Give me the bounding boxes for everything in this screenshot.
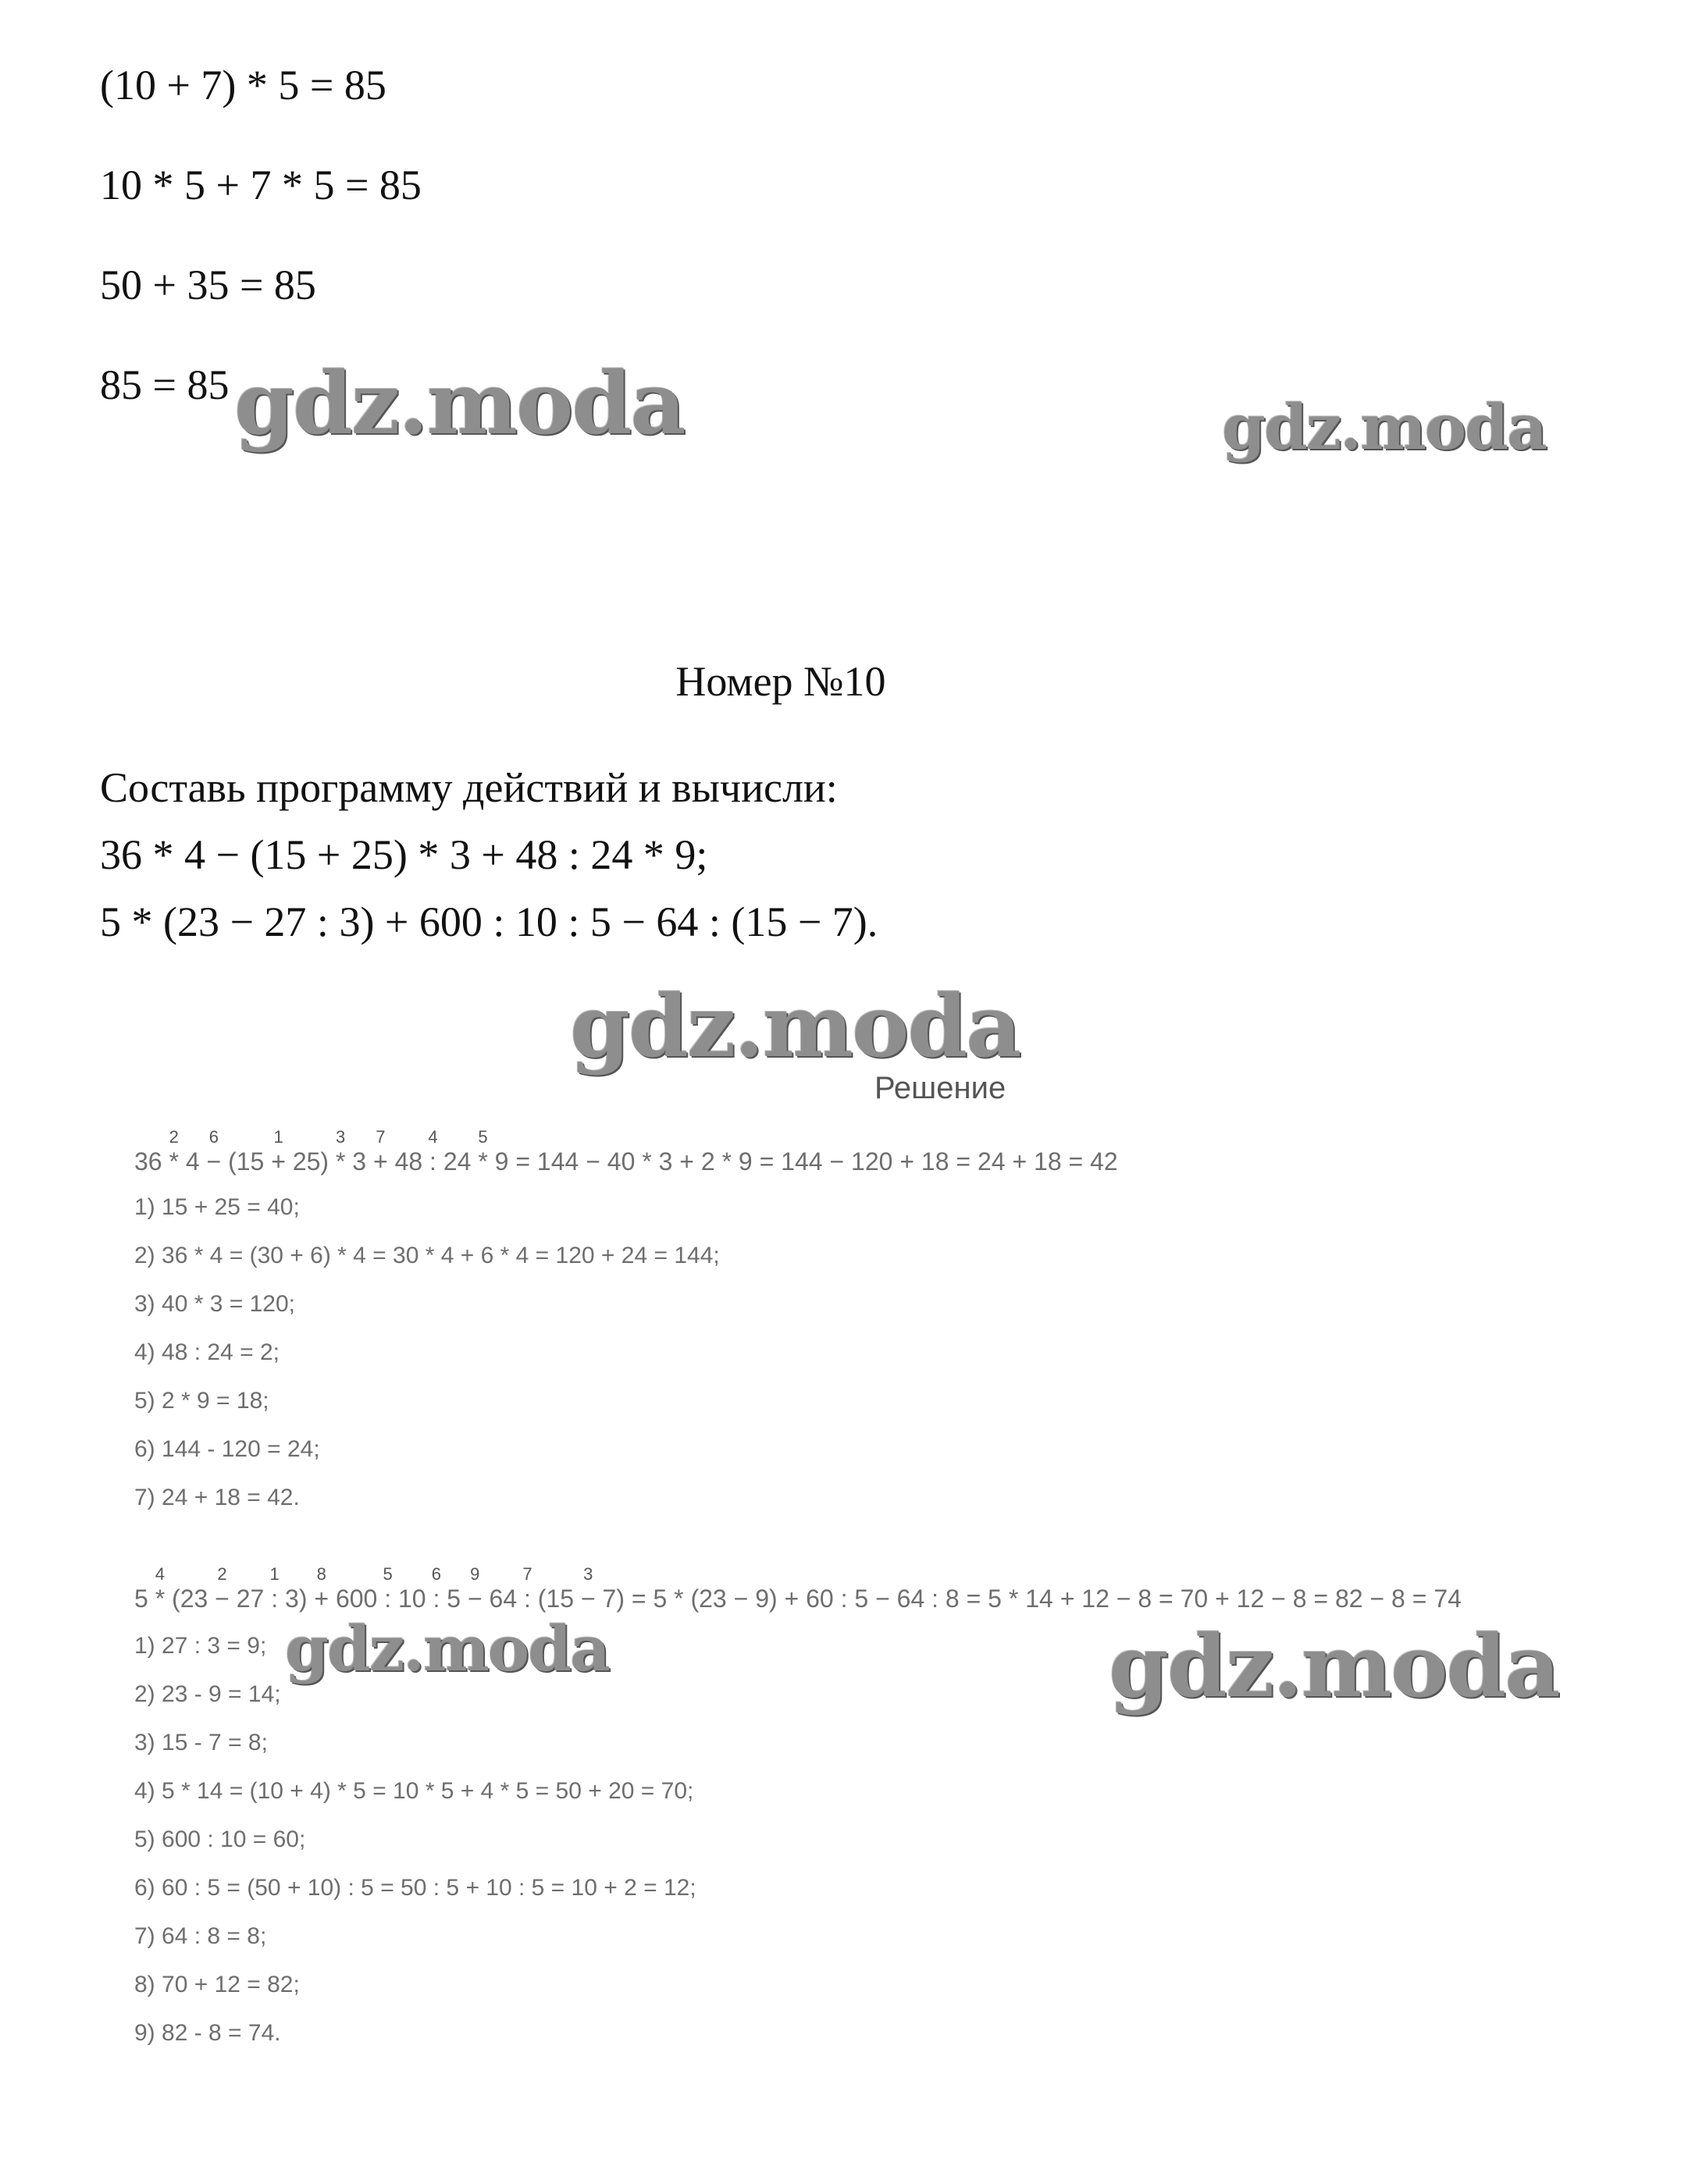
operation-order-number: 8 [316,1564,326,1584]
task-expression-2: 5 * (23 − 27 : 3) + 600 : 10 : 5 − 64 : (15 − 7). [100,898,878,945]
solution-step: 6) 60 : 5 = (50 + 10) : 5 = 50 : 5 + 10 : 5 = 10 + 2 = 12; [134,1875,696,1901]
operation-order-number: 9 [470,1564,480,1584]
expression-text: 5 [134,1585,155,1613]
operation-sign: − 3 [580,1564,596,1613]
operation-sign: : 7 [522,1564,532,1613]
operation-sign: : 4 [428,1127,438,1176]
solution-step: 5) 600 : 10 = 60; [134,1827,306,1852]
expression-text: (23 [165,1585,215,1613]
task-title: Номер №10 [675,658,886,705]
operation-order-number: 2 [217,1564,227,1584]
operation-order-number: 5 [383,1564,393,1584]
solution-step: 7) 24 + 18 = 42. [134,1485,300,1510]
expression-text: 24 [436,1147,479,1176]
solution-label: Решение [874,1071,1006,1105]
operation-sign: − 2 [215,1564,230,1613]
operation-order-number: 1 [273,1127,283,1147]
solution-step: 1) 15 + 25 = 40; [134,1194,300,1220]
expression-text: 3 [345,1147,373,1176]
operation-order-number: 4 [155,1564,166,1584]
solution-step: 8) 70 + 12 = 82; [134,1972,300,1997]
task-prompt: Составь программу действий и вычисли: [100,764,838,811]
watermark-logo: gdz.moda [1109,1616,1559,1716]
expression-text: 25) [285,1147,336,1176]
watermark-logo: gdz.moda [285,1612,609,1685]
solution-step: 7) 64 : 8 = 8; [134,1923,267,1949]
operation-sign: : 1 [269,1564,280,1613]
expression-text: 4 [178,1147,207,1176]
solution-step: 3) 15 - 7 = 8; [134,1730,268,1755]
solution-expression-2 [134,1564,1462,1613]
operation-order-number: 3 [583,1564,593,1584]
operation-sign: − 9 [467,1564,483,1613]
solution-step: 1) 27 : 3 = 9; [134,1633,267,1659]
expression-text: 600 [329,1585,385,1613]
expression-text: 5 [440,1585,468,1613]
expression-text: 64 [482,1585,525,1613]
solution-expression-1 [134,1127,1118,1176]
expression-text: 36 [134,1147,169,1176]
operation-order-number: 6 [208,1127,219,1147]
watermark-logo: gdz.moda [234,353,685,454]
solution-step: 5) 2 * 9 = 18; [134,1388,269,1414]
solution-step: 6) 144 - 120 = 24; [134,1436,320,1462]
watermark-logo: gdz.moda [570,976,1020,1076]
operation-order-number: 4 [428,1127,438,1147]
operation-sign: + 7 [372,1127,388,1176]
solution-step: 2) 23 - 9 = 14; [134,1681,281,1707]
task-expression-1: 36 * 4 − (15 + 25) * 3 + 48 : 24 * 9; [100,831,708,878]
operation-order-number: 3 [336,1127,346,1147]
expression-text: 9 = 144 − 40 * 3 + 2 * 9 = 144 − 120 + 18 = 24 + 18 = 42 [487,1147,1118,1176]
solution-step: 4) 5 * 14 = (10 + 4) * 5 = 10 * 5 + 4 * 5 = 50 + 20 = 70; [134,1778,694,1804]
operation-sign: − 6 [206,1127,222,1176]
operation-order-number: 7 [522,1564,532,1584]
operation-sign: + 1 [271,1127,286,1176]
watermark-logo: gdz.moda [1222,390,1546,464]
operation-sign: : 5 [383,1564,393,1613]
operation-sign: + 8 [314,1564,329,1613]
expression-text: (15 [530,1585,581,1613]
solution-step: 9) 82 - 8 = 74. [134,2020,281,2046]
equation-line-1: (10 + 7) * 5 = 85 [100,62,386,108]
expression-text: 7) = 5 * (23 − 9) + 60 : 5 − 64 : 8 = 5 * 14 + 12 − 8 = 70 + 12 − 8 = 82 − 8 = 74 [595,1585,1462,1613]
operation-sign: * 5 [478,1127,488,1176]
operation-order-number: 2 [169,1127,179,1147]
expression-text: 27 [229,1585,272,1613]
expression-text: 10 [391,1585,433,1613]
operation-sign: * 4 [155,1564,166,1613]
operation-order-number: 6 [431,1564,442,1584]
operation-sign: * 3 [335,1127,346,1176]
solution-step: 4) 48 : 24 = 2; [134,1339,280,1365]
operation-order-number: 7 [376,1127,386,1147]
equation-line-4: 85 = 85 [100,361,230,408]
expression-text: 48 [387,1147,430,1176]
solution-step: 2) 36 * 4 = (30 + 6) * 4 = 30 * 4 + 6 * 4 = 120 + 24 = 144; [134,1243,720,1268]
expression-text: 3) [278,1585,315,1613]
operation-sign: : 6 [431,1564,442,1613]
operation-order-number: 1 [269,1564,280,1584]
operation-order-number: 5 [478,1127,488,1147]
operation-sign: * 2 [169,1127,179,1176]
equation-line-3: 50 + 35 = 85 [100,261,316,308]
solution-step: 3) 40 * 3 = 120; [134,1291,295,1317]
expression-text: (15 [221,1147,272,1176]
equation-line-2: 10 * 5 + 7 * 5 = 85 [100,162,422,208]
